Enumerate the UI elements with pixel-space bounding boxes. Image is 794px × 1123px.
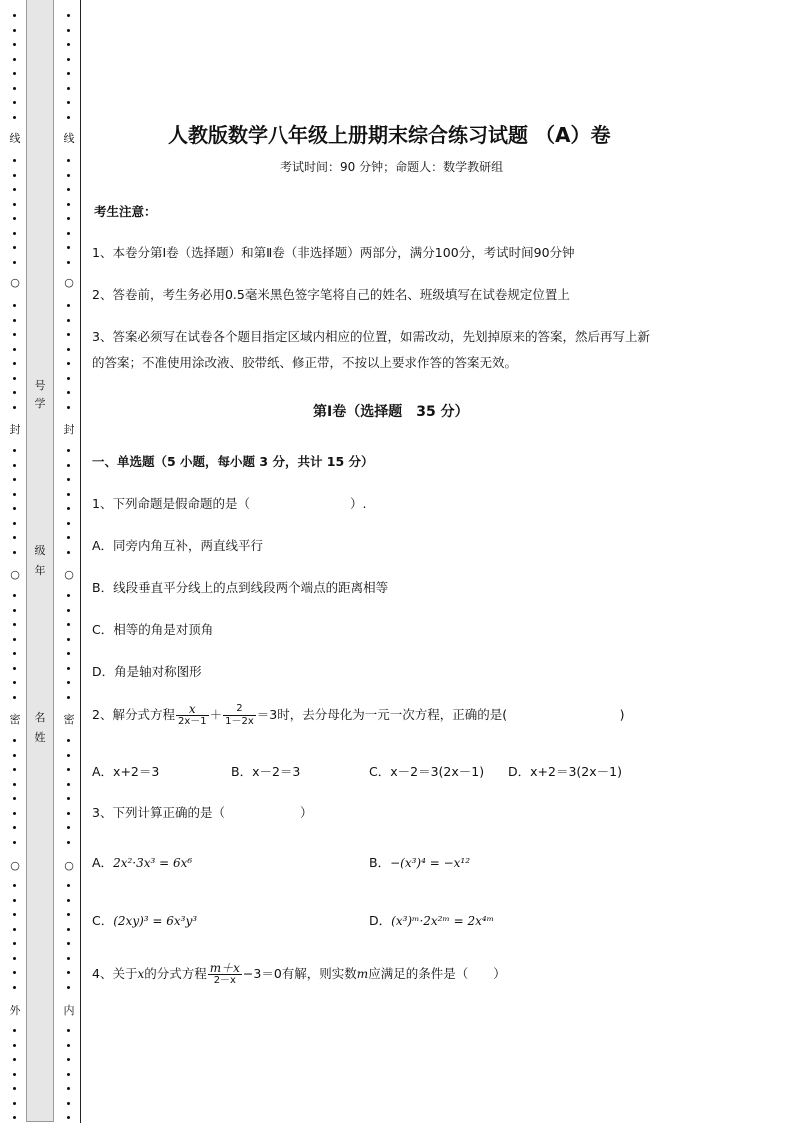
binding-dot (13, 826, 16, 829)
student-info-strip (26, 0, 54, 1122)
formula: (2xy)³ = 6x³y³ (113, 914, 198, 928)
binding-dot (67, 971, 70, 974)
binding-dot (67, 188, 70, 191)
stem-text: −3＝0有解，则实数 (242, 966, 357, 981)
binding-dot (13, 1044, 16, 1047)
stem-text: ＝3时，去分母化为一元一次方程，正确的是( ) (256, 707, 625, 722)
formula: 2x²·3x³ = 6x⁶ (113, 856, 193, 870)
binding-dot (13, 884, 16, 887)
binding-dot (67, 159, 70, 162)
binding-circle: ○ (8, 859, 22, 873)
binding-dot (13, 536, 16, 539)
binding-dot (13, 942, 16, 945)
binding-dot (67, 58, 70, 61)
stem-text: 应满足的条件是（ ） (368, 966, 506, 981)
binding-mark: 线 (9, 132, 21, 145)
notice-item: 2、答卷前，考生务必用0.5毫米黑色签字笔将自己的姓名、班级填写在试卷规定位置上 (92, 287, 570, 302)
binding-margin (0, 0, 84, 1123)
binding-mark: 线 (63, 132, 75, 145)
question-stem (92, 962, 506, 987)
binding-dot (13, 1102, 16, 1105)
strip-label: 年 (34, 564, 46, 577)
option: A．x+2＝3 (92, 764, 160, 779)
part-title: 第Ⅰ卷（选择题 35 分） (313, 404, 469, 420)
binding-dot (67, 899, 70, 902)
binding-dot (13, 333, 16, 336)
binding-dot (13, 986, 16, 989)
binding-dot (13, 232, 16, 235)
binding-dot (13, 652, 16, 655)
page-title: 人教版数学八年级上册期末综合练习试题 （A）卷 (168, 123, 611, 147)
binding-dot (13, 478, 16, 481)
binding-dot (13, 101, 16, 104)
strip-label: 学 (34, 397, 46, 410)
notice-item: 3、答案必须写在试卷各个题目指定区域内相应的位置，如需改动，先划掉原来的答案，然后再写上新 (92, 329, 650, 344)
binding-circle: ○ (62, 568, 76, 582)
option-label: C． (92, 913, 114, 928)
binding-dot (67, 116, 70, 119)
binding-dot (13, 899, 16, 902)
binding-mark: 内 (63, 1004, 75, 1017)
binding-dot (67, 348, 70, 351)
binding-dot (67, 696, 70, 699)
option-label: B． (369, 855, 391, 870)
binding-dot (67, 783, 70, 786)
binding-dot (67, 652, 70, 655)
binding-dot (67, 551, 70, 554)
binding-dot (13, 667, 16, 670)
binding-dot (67, 797, 70, 800)
fraction (176, 703, 209, 728)
binding-dot (13, 464, 16, 467)
binding-dot (67, 246, 70, 249)
binding-dot (67, 913, 70, 916)
margin-rule (80, 0, 81, 1123)
binding-mark: 密 (9, 713, 21, 726)
strip-label: 姓 (34, 731, 46, 744)
binding-dot (13, 609, 16, 612)
binding-dot (13, 754, 16, 757)
binding-dot (67, 1073, 70, 1076)
binding-mark: 封 (63, 423, 75, 436)
notice-item: 1、本卷分第Ⅰ卷（选择题）和第Ⅱ卷（非选择题）两部分，满分100分，考试时间90分钟 (92, 245, 575, 260)
strip-label: 号 (34, 379, 46, 392)
option-label: D． (369, 913, 392, 928)
option (92, 911, 197, 929)
fraction (223, 703, 256, 728)
binding-mark: 外 (9, 1004, 21, 1017)
binding-dot (67, 754, 70, 757)
binding-dot (13, 406, 16, 409)
binding-dot (13, 522, 16, 525)
binding-dot (67, 986, 70, 989)
binding-dot (13, 971, 16, 974)
binding-dot (13, 928, 16, 931)
denominator: 2x－1 (177, 716, 207, 727)
numerator: x (176, 703, 209, 716)
question-stem: 3、下列计算正确的是（ ） (92, 805, 313, 820)
binding-dot (13, 812, 16, 815)
group-title: 一、单选题（5 小题，每小题 3 分，共计 15 分） (92, 454, 374, 469)
binding-dot (67, 623, 70, 626)
binding-dot (13, 1058, 16, 1061)
variable: m (356, 967, 369, 981)
strip-label: 名 (34, 711, 46, 724)
binding-dot (13, 87, 16, 90)
binding-mark: 密 (63, 713, 75, 726)
binding-circle: ○ (8, 568, 22, 582)
binding-dot (67, 333, 70, 336)
binding-dot (13, 797, 16, 800)
option: C．x－2＝3(2x－1) (369, 764, 485, 779)
binding-dot (13, 681, 16, 684)
binding-dot (67, 1102, 70, 1105)
dotted-line-outer (8, 0, 22, 1123)
binding-dot (67, 101, 70, 104)
binding-dot (13, 217, 16, 220)
binding-dot (13, 449, 16, 452)
binding-dot (67, 232, 70, 235)
binding-dot (13, 159, 16, 162)
fraction (208, 962, 242, 987)
binding-dot (13, 768, 16, 771)
option: D．x+2＝3(2x－1) (508, 764, 622, 779)
binding-dot (67, 1044, 70, 1047)
binding-dot (67, 884, 70, 887)
binding-dot (67, 1058, 70, 1061)
binding-dot (13, 174, 16, 177)
binding-dot (13, 1087, 16, 1090)
binding-dot (13, 551, 16, 554)
binding-dot (67, 609, 70, 612)
binding-dot (67, 319, 70, 322)
option (92, 853, 192, 871)
binding-dot (13, 72, 16, 75)
stem-text: 2、解分式方程 (92, 707, 175, 722)
page-subtitle: 考试时间：90 分钟；命题人：数学教研组 (280, 160, 504, 174)
binding-dot (67, 493, 70, 496)
binding-dot (67, 812, 70, 815)
binding-dot (13, 696, 16, 699)
binding-dot (13, 913, 16, 916)
binding-dot (67, 1087, 70, 1090)
binding-dot (13, 362, 16, 365)
binding-dot (67, 1116, 70, 1119)
binding-dot (13, 957, 16, 960)
binding-dot (13, 493, 16, 496)
binding-dot (67, 957, 70, 960)
option: D．角是轴对称图形 (92, 664, 202, 679)
option: C．相等的角是对顶角 (92, 622, 214, 637)
binding-dot (67, 261, 70, 264)
formula: (x³)ᵐ·2x²ᵐ = 2x⁴ᵐ (391, 914, 495, 928)
binding-circle: ○ (8, 276, 22, 290)
binding-dot (67, 768, 70, 771)
option: B．x－2＝3 (231, 764, 301, 779)
operator: ＋ (209, 707, 223, 722)
binding-dot (13, 58, 16, 61)
binding-dot (13, 14, 16, 17)
binding-circle: ○ (62, 276, 76, 290)
binding-dot (67, 43, 70, 46)
binding-dot (13, 203, 16, 206)
option (369, 853, 470, 871)
binding-dot (67, 174, 70, 177)
binding-dot (67, 217, 70, 220)
binding-dot (67, 14, 70, 17)
binding-dot (67, 942, 70, 945)
option: A．同旁内角互补，两直线平行 (92, 538, 264, 553)
binding-dot (67, 507, 70, 510)
binding-dot (67, 536, 70, 539)
numerator: 2 (223, 703, 256, 716)
option: B．线段垂直平分线上的点到线段两个端点的距离相等 (92, 580, 389, 595)
binding-dot (13, 43, 16, 46)
binding-dot (13, 261, 16, 264)
binding-dot (67, 638, 70, 641)
binding-dot (67, 377, 70, 380)
binding-dot (13, 29, 16, 32)
binding-dot (67, 594, 70, 597)
binding-dot (67, 464, 70, 467)
stem-text: 4、关于 (92, 966, 138, 981)
notice-item-continued: 的答案；不准使用涂改液、胶带纸、修正带，不按以上要求作答的答案无效。 (92, 355, 518, 370)
binding-dot (13, 1073, 16, 1076)
binding-dot (13, 1029, 16, 1032)
option (369, 911, 494, 929)
binding-dot (67, 739, 70, 742)
binding-dot (67, 841, 70, 844)
binding-dot (67, 667, 70, 670)
option-label: A． (92, 855, 114, 870)
binding-dot (67, 29, 70, 32)
question-stem: 1、下列命题是假命题的是（ ）. (92, 496, 367, 511)
variable: x (137, 967, 145, 981)
binding-dot (13, 783, 16, 786)
binding-dot (67, 449, 70, 452)
binding-dot (13, 348, 16, 351)
binding-dot (67, 203, 70, 206)
binding-dot (67, 391, 70, 394)
denominator: 2－x (213, 975, 236, 986)
binding-dot (67, 406, 70, 409)
binding-dot (67, 72, 70, 75)
formula: −(x³)⁴ = −x¹² (390, 856, 471, 870)
dotted-line-inner (62, 0, 76, 1123)
binding-dot (13, 507, 16, 510)
binding-dot (67, 522, 70, 525)
binding-dot (13, 304, 16, 307)
binding-dot (13, 638, 16, 641)
binding-dot (13, 739, 16, 742)
binding-dot (13, 377, 16, 380)
strip-label: 级 (34, 544, 46, 557)
binding-dot (13, 1116, 16, 1119)
binding-dot (13, 594, 16, 597)
binding-dot (67, 826, 70, 829)
binding-dot (67, 928, 70, 931)
binding-dot (67, 362, 70, 365)
binding-dot (13, 246, 16, 249)
binding-dot (13, 188, 16, 191)
binding-circle: ○ (62, 859, 76, 873)
binding-dot (13, 841, 16, 844)
stem-text: 的分式方程 (144, 966, 207, 981)
binding-dot (67, 478, 70, 481)
notice-heading: 考生注意： (94, 204, 157, 219)
binding-dot (67, 87, 70, 90)
binding-dot (13, 116, 16, 119)
question-stem (92, 703, 625, 728)
exam-paper (92, 0, 782, 1123)
binding-dot (67, 1029, 70, 1032)
binding-dot (13, 623, 16, 626)
binding-dot (67, 304, 70, 307)
denominator: 1－2x (225, 716, 254, 727)
binding-dot (13, 391, 16, 394)
binding-dot (67, 681, 70, 684)
numerator: m＋x (209, 961, 240, 975)
binding-dot (13, 319, 16, 322)
binding-mark: 封 (9, 423, 21, 436)
